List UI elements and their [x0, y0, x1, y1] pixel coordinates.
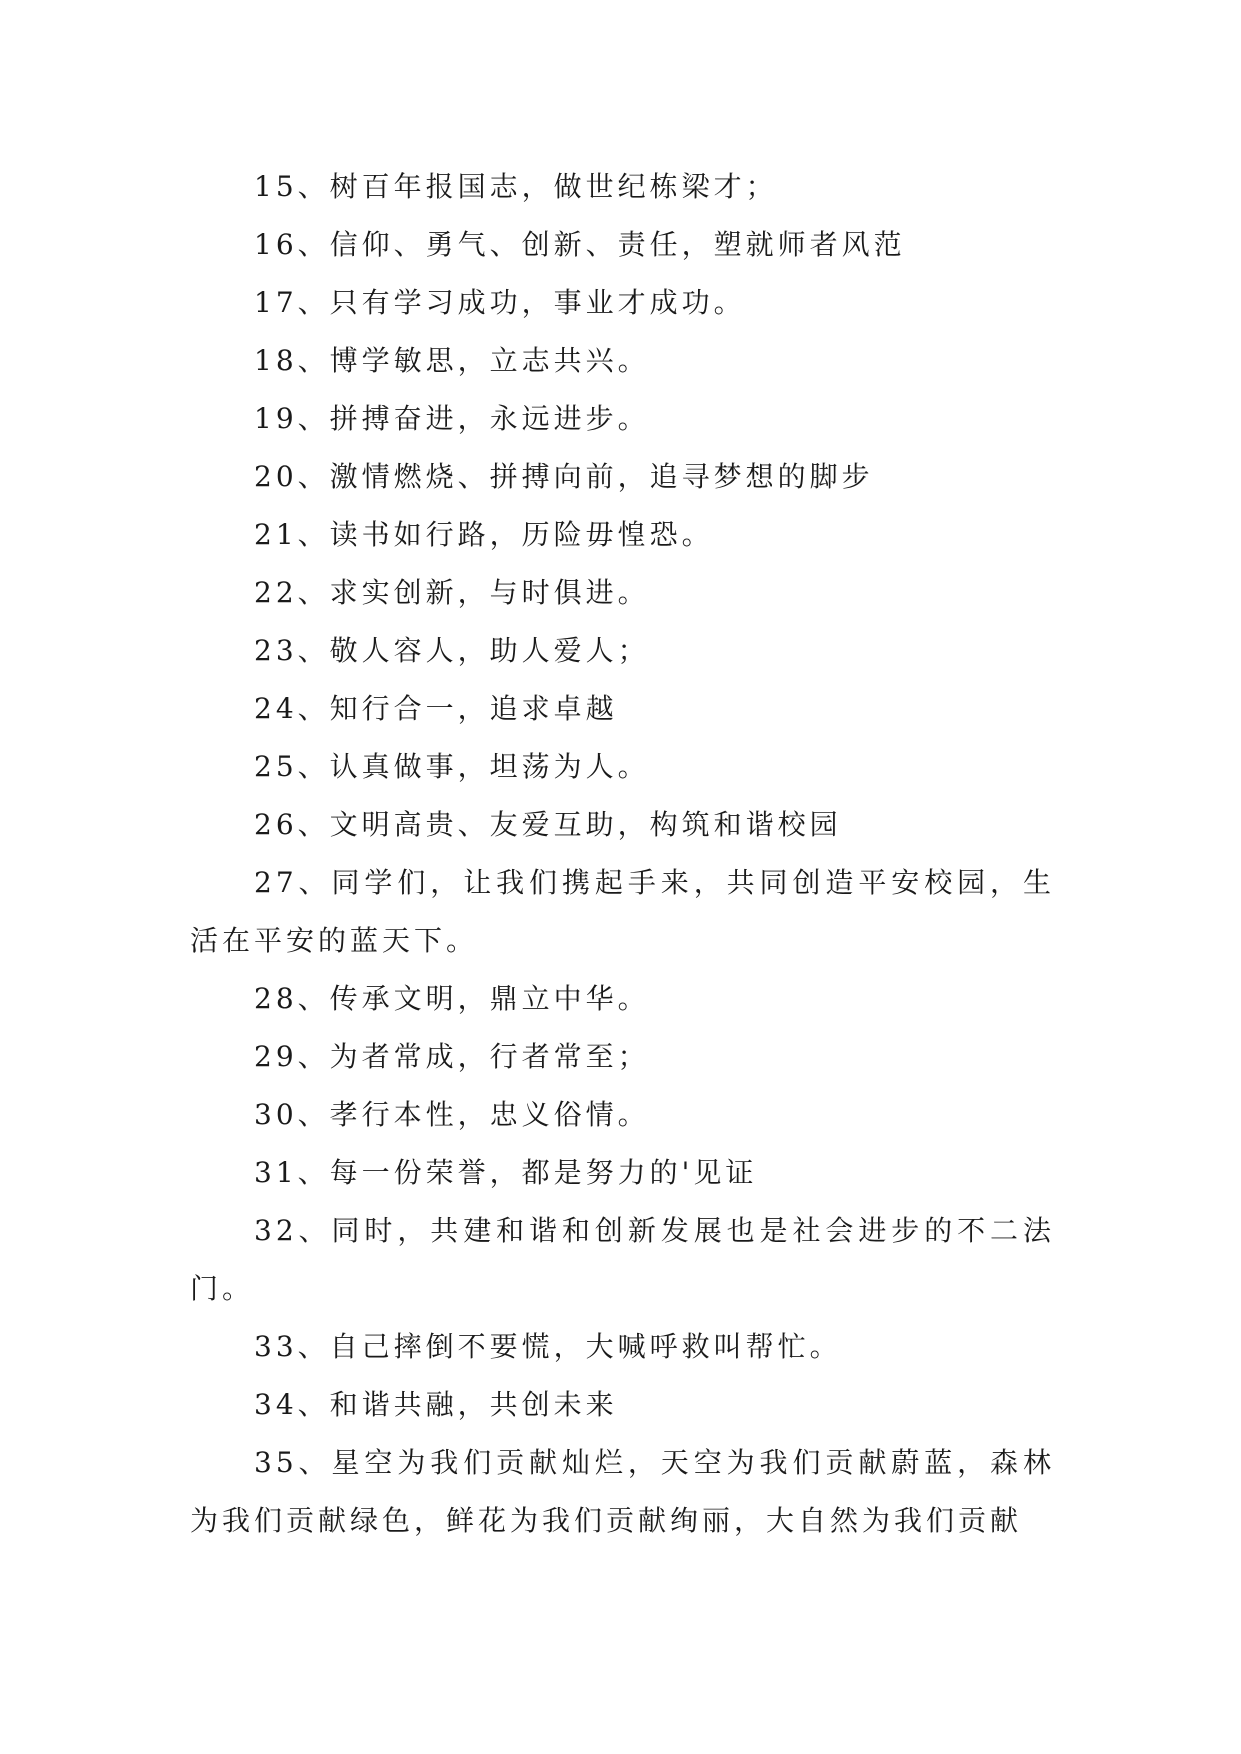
- paragraph-19: 19、拼搏奋进，永远进步。: [254, 402, 650, 435]
- paragraph-35: 35、星空为我们贡献灿烂，天空为我们贡献蔚蓝，森林为我们贡献绿色，鲜花为我们贡献绚丽，大自然为我们贡献: [190, 1446, 1055, 1537]
- paragraph-16: 16、信仰、勇气、创新、责任，塑就师者风范: [254, 228, 906, 261]
- paragraph-30: 30、孝行本性，忠义俗情。: [254, 1098, 650, 1131]
- paragraph-18: 18、博学敏思，立志共兴。: [254, 344, 650, 377]
- paragraph-23: 23、敬人容人，助人爱人；: [254, 634, 650, 667]
- paragraph-25: 25、认真做事，坦荡为人。: [254, 750, 650, 783]
- paragraph-29: 29、为者常成，行者常至；: [254, 1040, 650, 1073]
- paragraph-33: 33、自己摔倒不要慌，大喊呼救叫帮忙。: [254, 1330, 842, 1363]
- paragraph-32: 32、同时，共建和谐和创新发展也是社会进步的不二法门。: [190, 1214, 1055, 1305]
- document-body: [190, 158, 1055, 1550]
- paragraph-28: 28、传承文明，鼎立中华。: [254, 982, 650, 1015]
- paragraph-20: 20、激情燃烧、拼搏向前，追寻梦想的脚步: [254, 460, 874, 493]
- paragraph-34: 34、和谐共融，共创未来: [254, 1388, 618, 1421]
- paragraph-26: 26、文明高贵、友爱互助，构筑和谐校园: [254, 808, 842, 841]
- paragraph-17: 17、只有学习成功，事业才成功。: [254, 286, 746, 319]
- paragraph-27: 27、同学们，让我们携起手来，共同创造平安校园，生活在平安的蓝天下。: [190, 866, 1055, 957]
- paragraph-21: 21、读书如行路，历险毋惶恐。: [254, 518, 714, 551]
- paragraph-22: 22、求实创新，与时俱进。: [254, 576, 650, 609]
- paragraph-24: 24、知行合一，追求卓越: [254, 692, 618, 725]
- paragraph-15: 15、树百年报国志，做世纪栋梁才；: [254, 170, 778, 203]
- paragraph-31: 31、每一份荣誉，都是努力的'见证: [254, 1156, 758, 1189]
